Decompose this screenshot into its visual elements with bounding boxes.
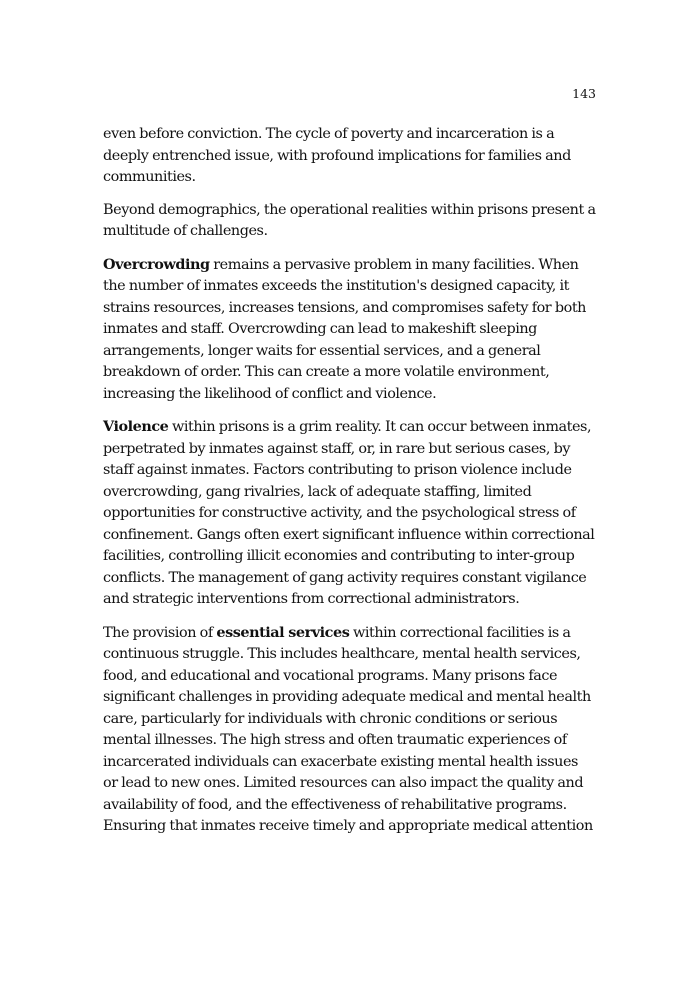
paragraph-text: within correctional facilities is a continuous struggle. This includes healthcare, mental health services, food, and educational and vocational programs. Many prisons face significant challenges in providing adequate medical and mental health care, particularly for individuals with chronic conditions or serious mental illnesses. The high stress and often traumatic experiences of incarcerated individuals can exacerbate existing mental health issues or lead to new ones. Limited resources can also impact the quality and availability of food, and the effectiveness of rehabilitative programs. Ensuring that inmates receive timely and appropriate medical attention: [103, 624, 593, 834]
paragraph-text: within prisons is a grim reality. It can occur between inmates, perpetrated by inmates against staff, or, in rare but serious cases, by staff against inmates. Factors contributing to prison violence include overcrowding, gang rivalries, lack of adequate staffing, limited opportunities for constructive activity, and the psychological stress of confinement. Gangs often exert significant influence within correctional facilities, controlling illicit economies and contributing to inter-group conflicts. The management of gang activity requires constant vigilance and strategic interventions from correctional administrators.: [103, 419, 595, 607]
paragraph-text: remains a pervasive problem in many facilities. When the number of inmates exceeds the institution's designed capacity, it strains resources, increases tensions, and compromises safety for both inmates and staff. Overcrowding can lead to makeshift sleeping arrangements, longer waits for essential services, and a general breakdown of order. This can create a more volatile environment, increasing the likelihood of conflict and violence.: [103, 256, 586, 402]
paragraph-lead: The provision of: [103, 624, 217, 641]
paragraph-overcrowding: [103, 254, 596, 406]
paragraph-essential-services: [103, 622, 596, 838]
paragraph-poverty-cycle: [103, 124, 596, 189]
body-text: [103, 124, 596, 849]
term-violence: Violence: [103, 418, 169, 435]
term-essential-services: essential services: [216, 623, 350, 641]
paragraph-text: Beyond demographics, the operational realities within prisons present a multitude of challenges.: [103, 201, 596, 239]
term-overcrowding: Overcrowding: [103, 255, 210, 273]
paragraph-operational-realities: [103, 200, 596, 243]
paragraph-violence: [103, 416, 596, 611]
page-number: 143: [572, 86, 596, 101]
paragraph-text: even before conviction. The cycle of poverty and incarceration is a deeply entrenched issue, with profound implications for families and communities.: [103, 126, 571, 185]
